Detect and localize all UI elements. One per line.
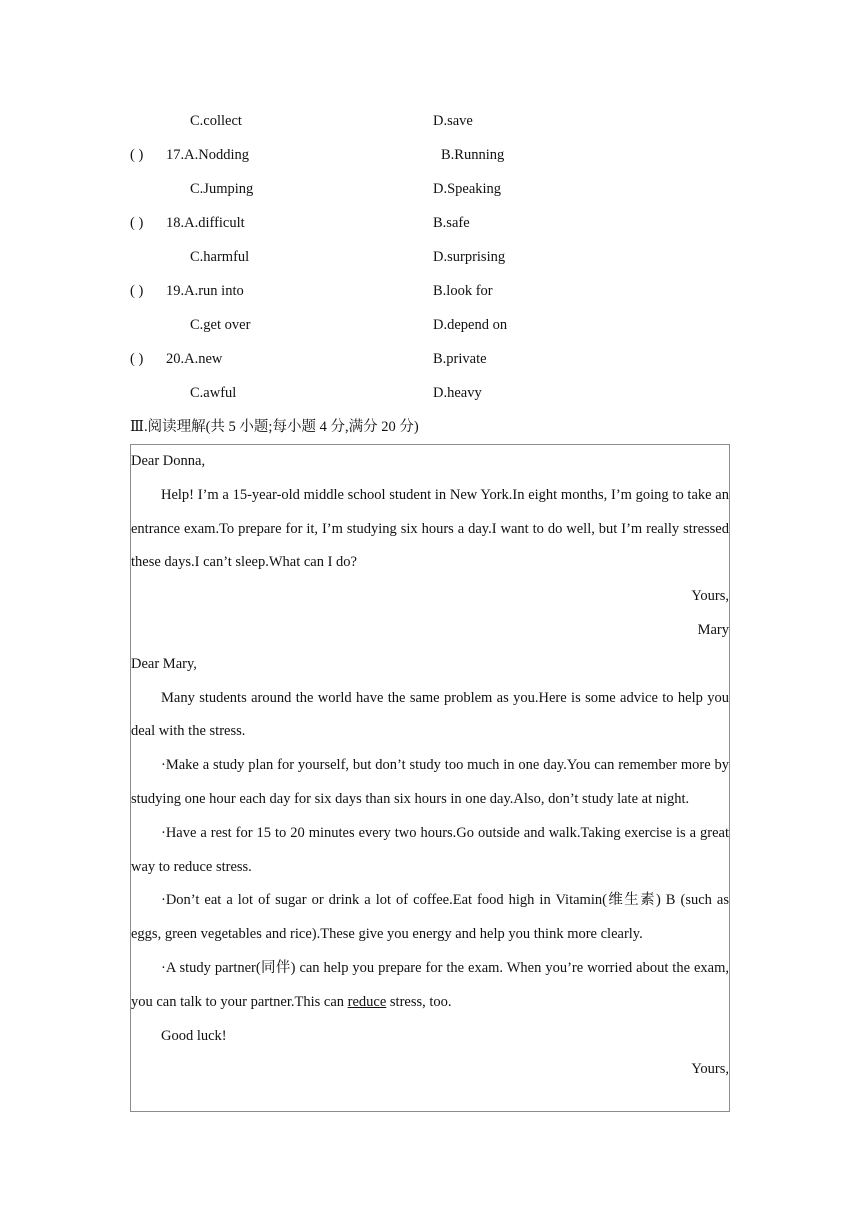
letter1-closing: Yours, [691,588,729,605]
question-19-ab [130,274,731,308]
advice-tip-4 [131,952,729,1020]
option-b: B.look for [433,283,493,299]
option-c: C.collect [190,113,242,129]
advice-tip-2: ·Have a rest for 15 to 20 minutes every two hours.Go outside and walk.Taking exercise is a great way to reduce stress. [131,824,729,875]
tip4-text-end: stress, too. [386,993,452,1010]
option-c: C.harmful [190,249,250,265]
option-a: 20.A.new [166,351,223,367]
option-a: 19.A.run into [166,283,244,299]
answer-blank[interactable]: ( ) [130,147,144,163]
advice-tip-1: ·Make a study plan for yourself, but don’t study too much in one day.You can remember more by studying one hour each day for six days than six hours in one day.Also, don’t study late at night. [131,757,729,807]
advice-tip-3: ·Don’t eat a lot of sugar or drink a lot of coffee.Eat food high in Vitamin(维生素) B (such as eggs, green vegetables and rice).These give you energy and help you think more clearly. [131,892,729,943]
option-d: D.surprising [433,249,506,265]
question-18-ab [130,206,731,240]
option-d: D.heavy [433,385,482,401]
letter1-signature: Mary [697,621,729,638]
question-17-ab [130,138,731,172]
option-a: 17.A.Nodding [166,147,249,163]
section-heading: Ⅲ.阅读理解(共 5 小题;每小题 4 分,满分 20 分) [130,419,419,435]
letter2-intro: Many students around the world have the same problem as you.Here is some advice to help you deal with the stress. [131,689,729,740]
question-18-cd [130,240,731,274]
underlined-word: reduce [347,993,387,1010]
answer-blank[interactable]: ( ) [130,283,144,299]
answer-blank[interactable]: ( ) [130,351,144,367]
option-c: C.Jumping [190,181,254,197]
letter1-greeting: Dear Donna, [131,453,206,469]
question-19-cd [130,308,731,342]
option-b: B.safe [433,215,470,231]
question-17-cd [130,172,731,206]
tip4-text-start: ·A study partner(同伴) can help you prepare for the exam. When you’re worried about the exam, you can talk to your partner.This can [131,959,729,1010]
option-a: 18.A.difficult [166,215,245,231]
option-b: B.Running [441,147,505,163]
option-d: D.save [433,113,473,129]
answer-blank[interactable]: ( ) [130,215,144,231]
reading-passage-box [130,444,730,1112]
question-20-ab [130,342,731,376]
letter2-greeting: Dear Mary, [131,655,197,672]
option-d: D.Speaking [433,181,502,197]
letter1-body: Help! I’m a 15-year-old middle school student in New York.In eight months, I’m going to take an entrance exam.To prepare for it, I’m studying six hours a day.I want to do well, but I’m really stressed these days.I can’t sleep.What can I do? [131,486,729,571]
option-b: B.private [433,351,487,367]
option-d: D.depend on [433,317,508,333]
letter2-closing: Yours, [691,1061,729,1078]
question-20-cd [130,376,731,410]
option-row-q16-cd [130,104,731,138]
worksheet-page [130,104,731,1112]
option-c: C.get over [190,317,251,333]
letter2-wish: Good luck! [161,1027,227,1044]
option-c: C.awful [190,385,237,401]
